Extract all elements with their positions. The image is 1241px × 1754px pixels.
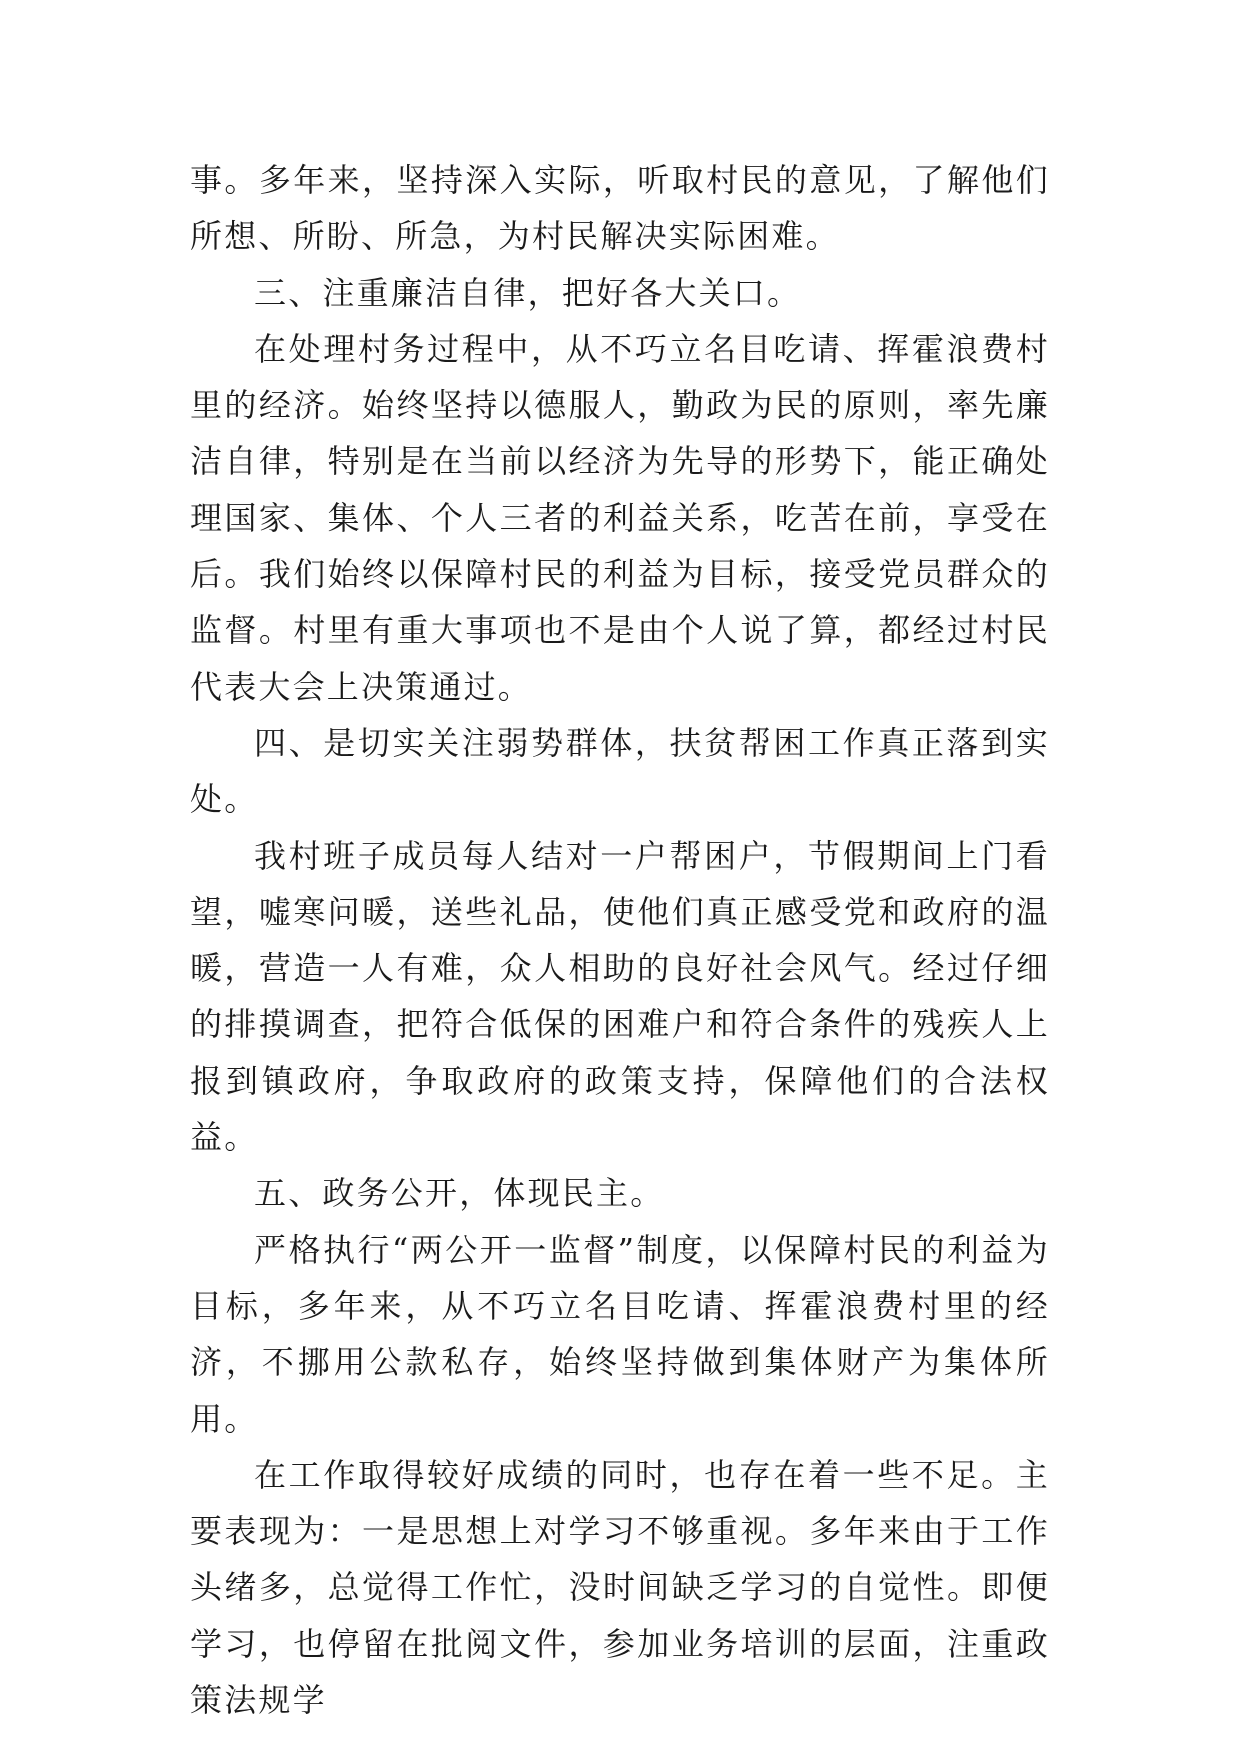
paragraph-shortcomings: 在工作取得较好成绩的同时，也存在着一些不足。主要表现为：一是思想上对学习不够重视。多年来由于工作头绪多，总觉得工作忙，没时间缺乏学习的自觉性。即便学习，也停留在批阅文件，参加业务培训的层面，注重政策法规学 [190, 1455, 1050, 1720]
paragraph-continuation: 事。多年来，坚持深入实际，听取村民的意见，了解他们所想、所盼、所急，为村民解决实际困难。 [190, 161, 1050, 256]
paragraph-poverty-relief: 我村班子成员每人结对一户帮困户，节假期间上门看望，嘘寒问暖，送些礼品，使他们真正感受党和政府的温暖，营造一人有难，众人相助的良好社会风气。经过仔细的排摸调查，把符合低保的困难户和符合条件的残疾人上报到镇政府，争取政府的政策支持，保障他们的合法权益。 [190, 836, 1050, 1157]
section-heading-5: 五、政务公开，体现民主。 [254, 1174, 665, 1213]
paragraph-integrity: 在处理村务过程中，从不巧立名目吃请、挥霍浪费村里的经济。始终坚持以德服人，勤政为民的原则，率先廉洁自律，特别是在当前以经济为先导的形势下，能正确处理国家、集体、个人三者的利益关系，吃苦在前，享受在后。我们始终以保障村民的利益为目标，接受党员群众的监督。村里有重大事项也不是由个人说了算，都经过村民代表大会上决策通过。 [190, 329, 1050, 706]
section-heading-3: 三、注重廉洁自律，把好各大关口。 [254, 273, 802, 312]
paragraph-transparency: 严格执行“两公开一监督”制度，以保障村民的利益为目标，多年来，从不巧立名目吃请、挥霍浪费村里的经济，不挪用公款私存，始终坚持做到集体财产为集体所用。 [190, 1230, 1050, 1438]
document-body [190, 152, 1050, 1728]
section-heading-4: 四、是切实关注弱势群体，扶贫帮困工作真正落到实处。 [190, 723, 1050, 819]
